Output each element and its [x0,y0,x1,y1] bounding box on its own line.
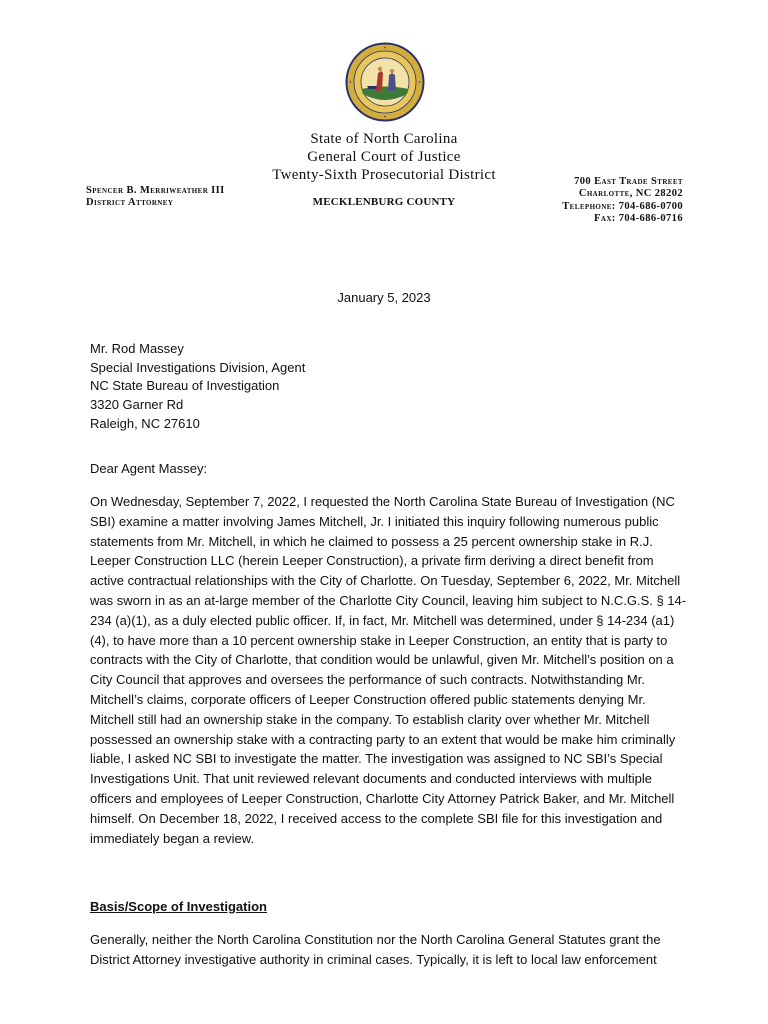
recipient-title: Special Investigations Division, Agent [90,359,306,375]
recipient-organization: NC State Bureau of Investigation [90,378,280,394]
recipient-address-block [90,340,305,434]
section-heading: Basis/Scope of Investigation [90,899,267,914]
address-telephone: Telephone: 704-686-0700 [562,200,683,212]
seal-band-dot [419,81,421,83]
seal-figure-head-1 [378,67,382,71]
seal-figure-plenty [388,73,396,91]
seal-band-dot [384,116,386,118]
seal-band-dot [384,47,386,49]
recipient-name: Mr. Rod Massey [90,341,184,356]
address-street: 700 East Trade Street [574,176,683,187]
letter-date: January 5, 2023 [337,290,431,305]
body-paragraph: On Wednesday, September 7, 2022, I requested the North Carolina State Bureau of Investigation (NC SBI) examine a matter involving James Mitchell, Jr. I initiated this inquiry following numerous public statements from Mr. Mitchell, in which he claimed to possess a 25 percent ownership stake in R.J. Leeper Construction LLC (herein Leeper Construction), a private firm deriving a direct benefit from active contractual relationships with the City of Charlotte. On Tuesday, September 6, 2022, Mr. Mitchell was sworn in as an at-large member of the Charlotte City Council, leaving him subject to N.C.G.S. § 14-234 (a)(1), as a duly elected public officer. If, in fact, Mr. Mitchell was determined, under § 14-234 (a1) (4), to have more than a 10 percent ownership stake in Leeper Construction, an entity that is party to contracts with the City of Charlotte, that condition would be unlawful, given Mr. Mitchell’s position on a City Council that approves and oversees the performance of such contracts. Notwithstanding Mr. Mitchell’s claims, corporate officers of Leeper Construction offered public statements denying Mr. Mitchell still had an ownership stake in the company. To establish clarity over whether Mr. Mitchell possessed an ownership stake with a contracting party to an extent that would be make him criminally liable, I asked NC SBI to investigate the matter. The investigation was assigned to NC SBI’s Special Investigations Unit. That unit reviewed relevant documents and conducted interviews with multiple officers and employees of Leeper Construction, Charlotte City Attorney Patrick Baker, and Mr. Mitchell himself. On December 18, 2022, I received access to the complete SBI file for this investigation and immediately began a review. [90,494,687,846]
body-paragraph: Generally, neither the North Carolina Constitution nor the North Carolina General Statutes grant the District Attorney investigative authority in criminal cases. Typically, it is left to local law enforcement [90,932,661,967]
office-address-block [562,176,683,225]
seal-figure-head-2 [390,69,394,73]
nc-state-seal-image [345,42,425,122]
address-city: Charlotte, NC 28202 [578,188,683,200]
recipient-city: Raleigh, NC 27610 [90,415,200,431]
court-line-district: Twenty-Sixth Prosecutorial District [272,167,496,183]
county-name: MECKLENBURG COUNTY [312,196,456,208]
seal-band-dot [350,81,352,83]
address-fax: Fax: 704-686-0716 [594,212,683,224]
recipient-street: 3320 Garner Rd [90,397,184,413]
salutation: Dear Agent Massey: [90,461,208,476]
da-title: District Attorney [86,197,174,208]
court-line-state: State of North Carolina [310,131,458,147]
da-name: Spencer B. Merriweather III [86,185,225,196]
court-line-court: General Court of Justice [307,149,461,165]
